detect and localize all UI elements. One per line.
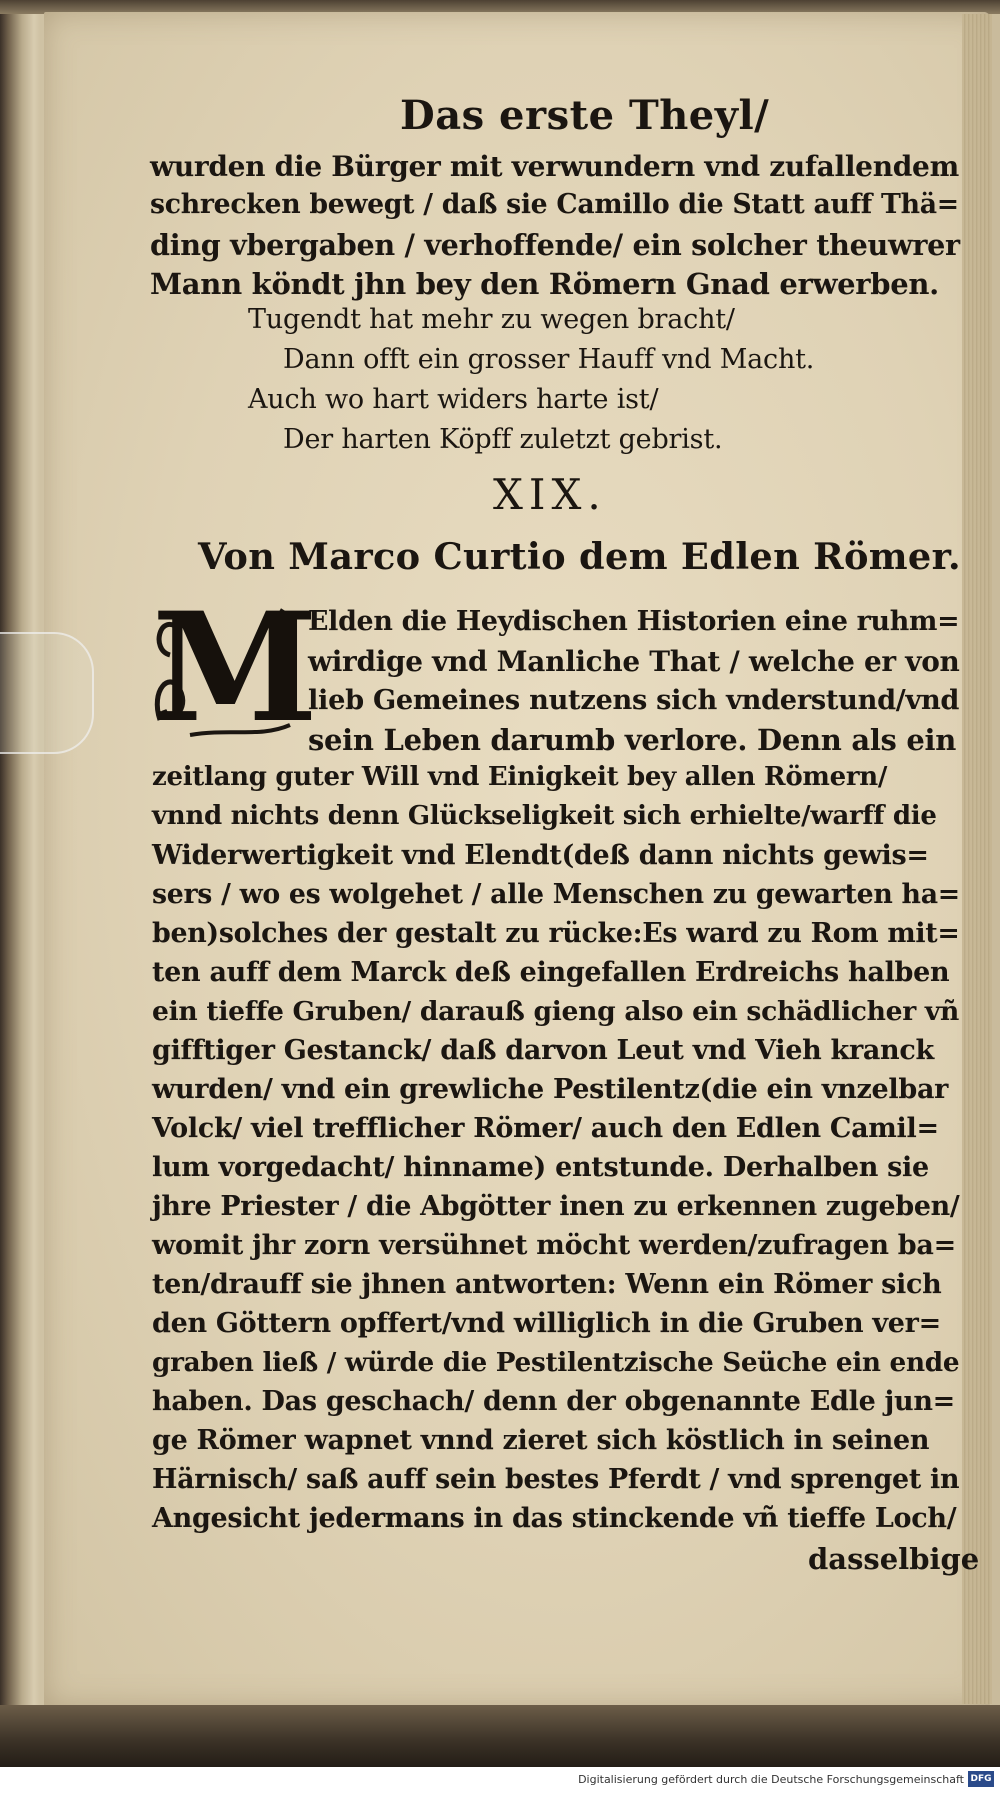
chapter-body-line: jhre Priester / die Abgötter inen zu erkennen zugeben/ xyxy=(152,1191,960,1222)
intro-line: ding vbergaben / verhoffende/ ein solcher theuwrer xyxy=(150,228,960,262)
chapter-body-line: womit jhr zorn versühnet möcht werden/zufragen ba= xyxy=(152,1230,956,1261)
chapter-body-line: Volck/ viel trefflicher Römer/ auch den Edlen Camil= xyxy=(152,1113,939,1144)
dfg-logo: DFG xyxy=(968,1771,994,1787)
page-fore-edge xyxy=(962,14,992,1704)
chapter-body-line: wurden/ vnd ein grewliche Pestilentz(die ein vnzelbar xyxy=(152,1074,949,1105)
chapter-body-line: vnnd nichts denn Glückseligkeit sich erhielte/warff die xyxy=(152,801,937,831)
chapter-body-line: ten/drauff sie jhnen antworten: Wenn ein Römer sich xyxy=(152,1269,942,1300)
chapter-body-line: Elden die Heydischen Historien eine ruhm= xyxy=(308,606,960,637)
chapter-body-line: Härnisch/ saß auff sein bestes Pferdt / vnd sprenget in xyxy=(152,1464,960,1495)
verse-line: Dann offt ein grosser Hauff vnd Macht. xyxy=(283,344,815,375)
verse-line: Der harten Köpff zuletzt gebrist. xyxy=(283,424,723,455)
chapter-body-line: haben. Das geschach/ denn der obgenannte Edle jun= xyxy=(152,1386,956,1417)
verse-line: Tugendt hat mehr zu wegen bracht/ xyxy=(248,304,735,335)
running-title: Das erste Theyl/ xyxy=(400,92,770,139)
catchword: dasselbige xyxy=(808,1542,980,1576)
verse-line: Auch wo hart widers harte ist/ xyxy=(248,384,659,415)
chapter-body-line: zeitlang guter Will vnd Einigkeit bey allen Römern/ xyxy=(152,762,888,792)
chapter-body-line: lieb Gemeines nutzens sich vnderstund/vnd xyxy=(308,684,960,716)
book-cover-bottom xyxy=(0,1705,1000,1767)
dropcap-letter: M xyxy=(152,580,319,756)
chapter-body-line: ge Römer wapnet vnnd zieret sich köstlich in seinen xyxy=(152,1425,930,1456)
intro-line: schrecken bewegt / daß sie Camillo die Statt auff Thä= xyxy=(150,189,959,220)
funding-credit: Digitalisierung gefördert durch die Deutsche Forschungsgemeinschaft xyxy=(578,1773,964,1786)
chapter-title: Von Marco Curtio dem Edlen Römer. xyxy=(198,535,961,578)
chapter-body-line: gifftiger Gestanck/ daß darvon Leut vnd Vieh kranck xyxy=(152,1035,934,1066)
intro-line: wurden die Bürger mit verwundern vnd zufallendem xyxy=(150,150,959,183)
chapter-body-line: Angesicht jedermans in das stinckende vñ tieffe Loch/ xyxy=(152,1503,957,1534)
chapter-body-line: sers / wo es wolgehet / alle Menschen zu gewarten ha= xyxy=(152,879,960,910)
chapter-body-line: ben)solches der gestalt zu rücke:Es ward zu Rom mit= xyxy=(152,918,960,949)
chapter-body-line: ten auff dem Marck deß eingefallen Erdreichs halben xyxy=(152,957,950,988)
chapter-body-line: Widerwertigkeit vnd Elendt(deß dann nichts gewis= xyxy=(152,840,929,871)
intro-line: Mann köndt jhn bey den Römern Gnad erwerben. xyxy=(150,267,939,301)
chapter-body-line: ein tieffe Gruben/ darauß gieng also ein schädlicher vñ xyxy=(152,996,960,1027)
chapter-body-line: wirdige vnd Manliche That / welche er von xyxy=(308,645,960,678)
chapter-body-line: lum vorgedacht/ hinname) entstunde. Derhalben sie xyxy=(152,1152,929,1183)
chapter-number: XIX. xyxy=(493,470,607,519)
chapter-body-line: graben ließ / würde die Pestilentzische Seüche ein ende xyxy=(152,1347,960,1378)
chapter-body-line: sein Leben darumb verlore. Denn als ein xyxy=(308,723,957,757)
chapter-body-line: den Göttern opffert/vnd williglich in die Gruben ver= xyxy=(152,1308,941,1339)
bookmark-tab xyxy=(0,632,94,754)
